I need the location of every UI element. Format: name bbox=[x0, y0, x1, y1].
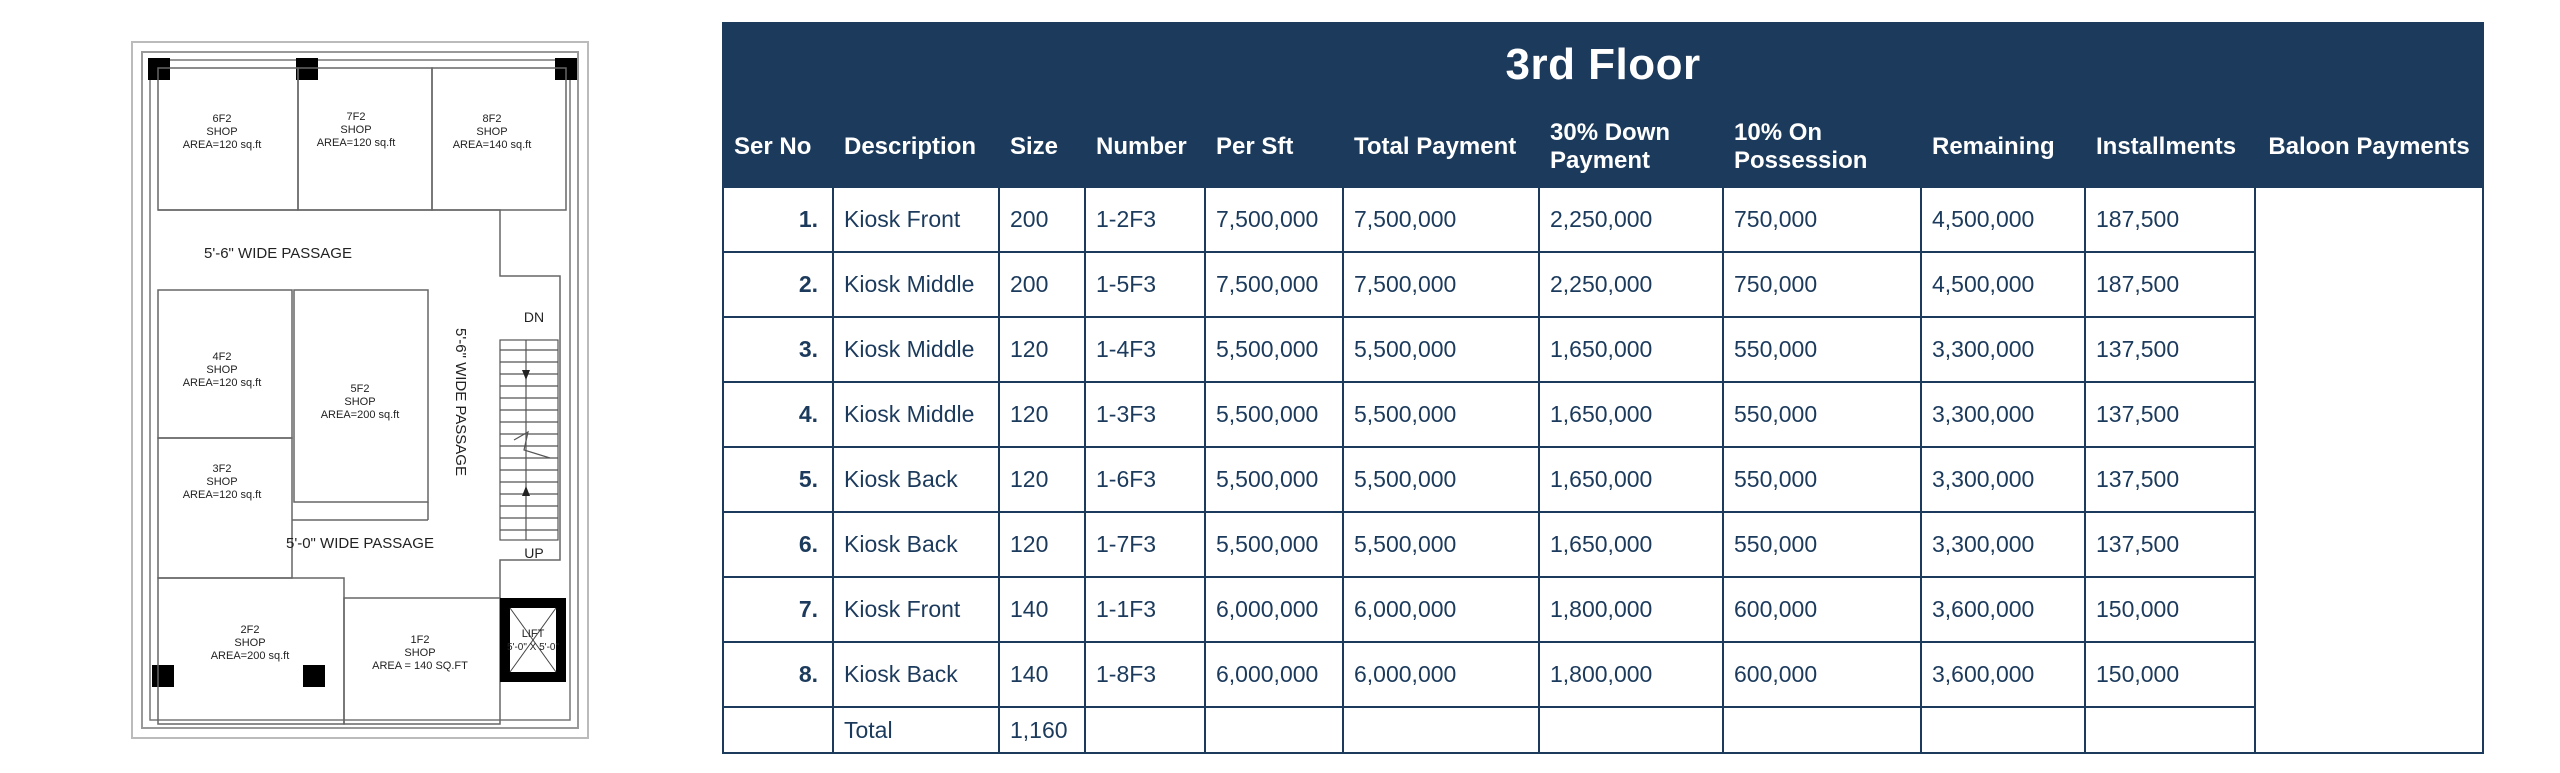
cell-sr-empty bbox=[723, 707, 833, 753]
column bbox=[152, 665, 174, 687]
cell-remaining: 3,600,000 bbox=[1921, 577, 2085, 642]
cell-down-payment: 1,650,000 bbox=[1539, 382, 1723, 447]
cell-sr: 8. bbox=[723, 642, 833, 707]
cell-total-payment: 5,500,000 bbox=[1343, 447, 1539, 512]
cell-number: 1-8F3 bbox=[1085, 642, 1205, 707]
cell-empty bbox=[1921, 707, 2085, 753]
cell-description: Kiosk Middle bbox=[833, 317, 999, 382]
cell-description: Kiosk Front bbox=[833, 577, 999, 642]
shop-7f2-id: 7F2 bbox=[346, 111, 366, 123]
shop-7f2-type: SHOP bbox=[340, 124, 372, 136]
cell-total-payment: 5,500,000 bbox=[1343, 512, 1539, 577]
shop-6f2-id: 6F2 bbox=[212, 113, 232, 125]
cell-size: 200 bbox=[999, 187, 1085, 252]
table-row bbox=[723, 642, 2483, 707]
cell-size: 120 bbox=[999, 447, 1085, 512]
cell-down-payment: 1,800,000 bbox=[1539, 642, 1723, 707]
cell-description: Kiosk Back bbox=[833, 642, 999, 707]
table-row bbox=[723, 447, 2483, 512]
cell-size: 200 bbox=[999, 252, 1085, 317]
table-row bbox=[723, 317, 2483, 382]
cell-on-possession: 550,000 bbox=[1723, 317, 1921, 382]
lift-size: 5'-0" X 5'-0" bbox=[506, 642, 560, 653]
cell-per-sft: 5,500,000 bbox=[1205, 447, 1343, 512]
cell-on-possession: 600,000 bbox=[1723, 577, 1921, 642]
floor-plan bbox=[130, 40, 590, 740]
shop-6f2-type: SHOP bbox=[206, 126, 238, 138]
table-row bbox=[723, 577, 2483, 642]
shop-8f2-type: SHOP bbox=[476, 126, 508, 138]
shop-3f2-area: AREA=120 sq.ft bbox=[182, 489, 262, 501]
cell-installments: 150,000 bbox=[2085, 642, 2255, 707]
total-label: Total bbox=[833, 707, 999, 753]
header-per-sft: Per Sft bbox=[1205, 107, 1343, 187]
shop-5f2-area: AREA=200 sq.ft bbox=[320, 409, 400, 421]
cell-empty bbox=[1539, 707, 1723, 753]
cell-remaining: 4,500,000 bbox=[1921, 252, 2085, 317]
shop-1f2-area: AREA = 140 SQ.FT bbox=[372, 660, 468, 672]
cell-sr: 4. bbox=[723, 382, 833, 447]
cell-total-payment: 5,500,000 bbox=[1343, 382, 1539, 447]
cell-total-payment: 6,000,000 bbox=[1343, 642, 1539, 707]
cell-description: Kiosk Middle bbox=[833, 252, 999, 317]
cell-remaining: 3,600,000 bbox=[1921, 642, 2085, 707]
column bbox=[303, 665, 325, 687]
total-size: 1,160 bbox=[999, 707, 1085, 753]
cell-empty bbox=[1205, 707, 1343, 753]
header-number: Number bbox=[1085, 107, 1205, 187]
stair-up-label: UP bbox=[524, 545, 544, 561]
cell-total-payment: 6,000,000 bbox=[1343, 577, 1539, 642]
cell-installments: 137,500 bbox=[2085, 512, 2255, 577]
shop-1f2-id: 1F2 bbox=[410, 634, 430, 646]
shop-1f2-type: SHOP bbox=[404, 647, 436, 659]
cell-description: Kiosk Front bbox=[833, 187, 999, 252]
cell-size: 140 bbox=[999, 642, 1085, 707]
cell-down-payment: 1,800,000 bbox=[1539, 577, 1723, 642]
cell-number: 1-4F3 bbox=[1085, 317, 1205, 382]
cell-per-sft: 6,000,000 bbox=[1205, 577, 1343, 642]
shop-2f2-area: AREA=200 sq.ft bbox=[210, 650, 290, 662]
header-down-payment: 30% Down Payment bbox=[1539, 107, 1723, 187]
cell-per-sft: 5,500,000 bbox=[1205, 317, 1343, 382]
shop-3f2-type: SHOP bbox=[206, 476, 238, 488]
cell-installments: 187,500 bbox=[2085, 187, 2255, 252]
cell-down-payment: 2,250,000 bbox=[1539, 252, 1723, 317]
cell-sr: 5. bbox=[723, 447, 833, 512]
header-remaining: Remaining bbox=[1921, 107, 2085, 187]
cell-per-sft: 5,500,000 bbox=[1205, 382, 1343, 447]
header-size: Size bbox=[999, 107, 1085, 187]
cell-remaining: 3,300,000 bbox=[1921, 447, 2085, 512]
cell-per-sft: 6,000,000 bbox=[1205, 642, 1343, 707]
column bbox=[148, 58, 170, 80]
table-row bbox=[723, 187, 2483, 252]
shop-6f2-area: AREA=120 sq.ft bbox=[182, 139, 262, 151]
table-row bbox=[723, 512, 2483, 577]
cell-total-payment: 5,500,000 bbox=[1343, 317, 1539, 382]
shop-7f2-area: AREA=120 sq.ft bbox=[316, 137, 396, 149]
cell-down-payment: 1,650,000 bbox=[1539, 317, 1723, 382]
cell-size: 120 bbox=[999, 317, 1085, 382]
cell-number: 1-6F3 bbox=[1085, 447, 1205, 512]
cell-empty bbox=[2085, 707, 2255, 753]
cell-empty bbox=[1343, 707, 1539, 753]
cell-number: 1-7F3 bbox=[1085, 512, 1205, 577]
table-row bbox=[723, 382, 2483, 447]
cell-per-sft: 7,500,000 bbox=[1205, 252, 1343, 317]
cell-down-payment: 1,650,000 bbox=[1539, 447, 1723, 512]
cell-on-possession: 750,000 bbox=[1723, 252, 1921, 317]
cell-sr: 3. bbox=[723, 317, 833, 382]
cell-per-sft: 7,500,000 bbox=[1205, 187, 1343, 252]
lift-label: LIFT bbox=[521, 628, 545, 640]
cell-installments: 137,500 bbox=[2085, 382, 2255, 447]
cell-remaining: 3,300,000 bbox=[1921, 382, 2085, 447]
header-total-payment: Total Payment bbox=[1343, 107, 1539, 187]
cell-installments: 137,500 bbox=[2085, 447, 2255, 512]
cell-sr: 7. bbox=[723, 577, 833, 642]
price-table bbox=[722, 22, 2484, 754]
column bbox=[296, 58, 318, 80]
cell-number: 1-2F3 bbox=[1085, 187, 1205, 252]
passage-vertical-label: 5'-6" WIDE PASSAGE bbox=[452, 328, 469, 476]
shop-4f2-area: AREA=120 sq.ft bbox=[182, 377, 262, 389]
cell-down-payment: 1,650,000 bbox=[1539, 512, 1723, 577]
shop-8f2-area: AREA=140 sq.ft bbox=[452, 139, 532, 151]
cell-sr: 2. bbox=[723, 252, 833, 317]
header-description: Description bbox=[833, 107, 999, 187]
cell-size: 120 bbox=[999, 512, 1085, 577]
cell-remaining: 4,500,000 bbox=[1921, 187, 2085, 252]
stair-down-label: DN bbox=[523, 309, 545, 325]
cell-installments: 137,500 bbox=[2085, 317, 2255, 382]
cell-empty bbox=[1723, 707, 1921, 753]
cell-installments: 187,500 bbox=[2085, 252, 2255, 317]
table-row bbox=[723, 252, 2483, 317]
cell-on-possession: 550,000 bbox=[1723, 447, 1921, 512]
cell-remaining: 3,300,000 bbox=[1921, 317, 2085, 382]
cell-sr: 6. bbox=[723, 512, 833, 577]
cell-baloon-payments bbox=[2255, 187, 2483, 753]
cell-empty bbox=[1085, 707, 1205, 753]
cell-number: 1-3F3 bbox=[1085, 382, 1205, 447]
cell-number: 1-5F3 bbox=[1085, 252, 1205, 317]
cell-installments: 150,000 bbox=[2085, 577, 2255, 642]
passage-top-label: 5'-6" WIDE PASSAGE bbox=[204, 245, 352, 262]
shop-8f2-id: 8F2 bbox=[482, 113, 502, 125]
cell-size: 120 bbox=[999, 382, 1085, 447]
table-total-row bbox=[723, 707, 2483, 753]
shop-5f2-id: 5F2 bbox=[350, 383, 370, 395]
price-table-wrapper bbox=[722, 22, 2482, 754]
cell-description: Kiosk Back bbox=[833, 512, 999, 577]
shop-4f2-type: SHOP bbox=[206, 364, 238, 376]
cell-remaining: 3,300,000 bbox=[1921, 512, 2085, 577]
passage-bottom-label: 5'-0" WIDE PASSAGE bbox=[286, 535, 434, 552]
shop-4f2-id: 4F2 bbox=[212, 351, 232, 363]
shop-3f2-id: 3F2 bbox=[212, 463, 232, 475]
header-baloon-payments: Baloon Payments bbox=[2255, 107, 2483, 187]
cell-description: Kiosk Back bbox=[833, 447, 999, 512]
cell-number: 1-1F3 bbox=[1085, 577, 1205, 642]
cell-description: Kiosk Middle bbox=[833, 382, 999, 447]
shop-2f2-id: 2F2 bbox=[240, 624, 260, 636]
cell-on-possession: 550,000 bbox=[1723, 512, 1921, 577]
cell-down-payment: 2,250,000 bbox=[1539, 187, 1723, 252]
cell-on-possession: 750,000 bbox=[1723, 187, 1921, 252]
cell-total-payment: 7,500,000 bbox=[1343, 252, 1539, 317]
header-on-possession: 10% On Possession bbox=[1723, 107, 1921, 187]
table-title: 3rd Floor bbox=[723, 23, 2483, 107]
shop-2f2-type: SHOP bbox=[234, 637, 266, 649]
cell-on-possession: 550,000 bbox=[1723, 382, 1921, 447]
cell-size: 140 bbox=[999, 577, 1085, 642]
cell-on-possession: 600,000 bbox=[1723, 642, 1921, 707]
header-ser-no: Ser No bbox=[723, 107, 833, 187]
header-installments: Installments bbox=[2085, 107, 2255, 187]
cell-total-payment: 7,500,000 bbox=[1343, 187, 1539, 252]
cell-per-sft: 5,500,000 bbox=[1205, 512, 1343, 577]
cell-sr: 1. bbox=[723, 187, 833, 252]
lift bbox=[500, 598, 566, 682]
shop-5f2-type: SHOP bbox=[344, 396, 376, 408]
